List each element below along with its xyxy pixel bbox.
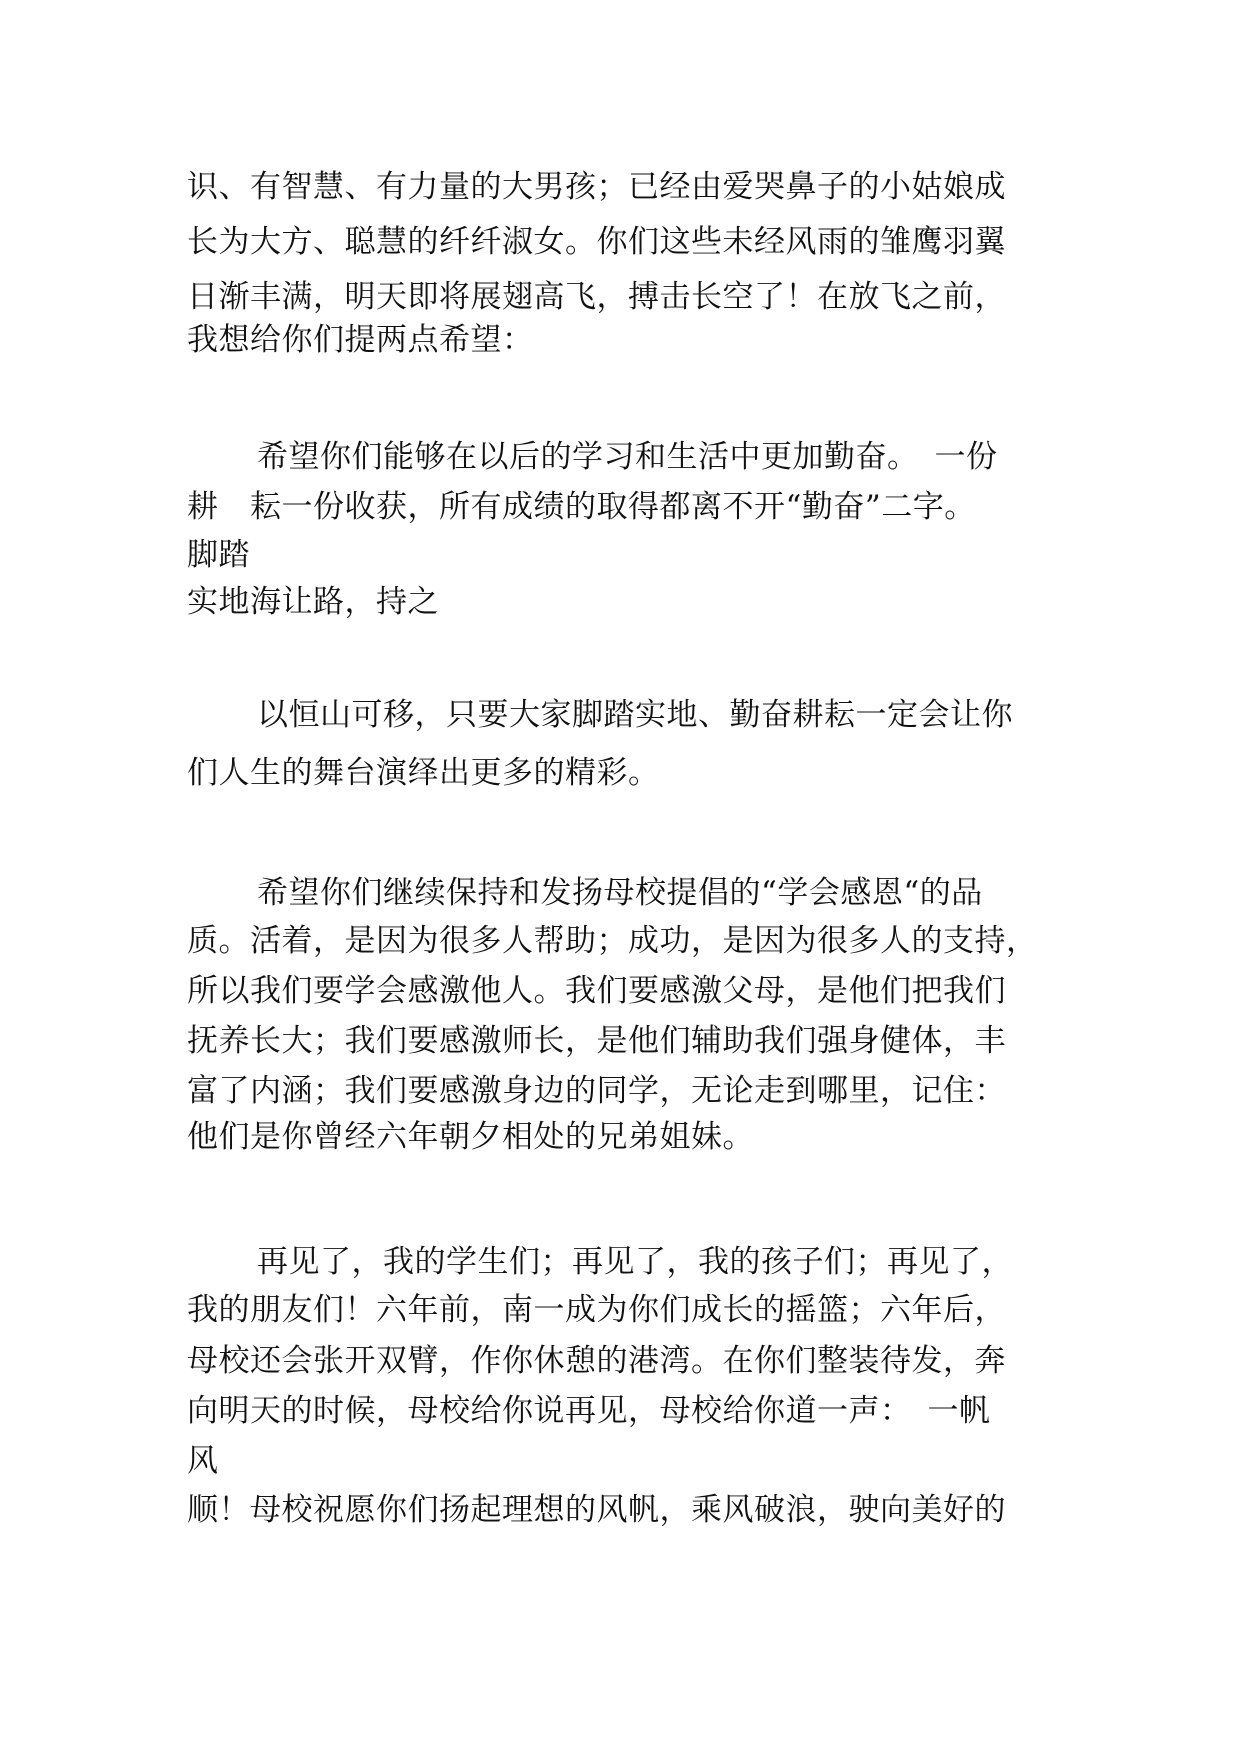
paragraph-5-line-1: 再见了，我的学生们；再见了，我的孩子们；再见了， xyxy=(257,1244,1013,1280)
paragraph-1-line-3: 日渐丰满，明天即将展翅高飞，搏击长空了！在放飞之前， xyxy=(187,279,1006,315)
paragraph-4-line-5: 富了内涵；我们要感激身边的同学，无论走到哪里，记住： xyxy=(187,1073,1006,1109)
paragraph-5-line-2: 我的朋友们！六年前，南一成为你们成长的摇篮；六年后， xyxy=(187,1292,1006,1328)
paragraph-4-line-3: 所以我们要学会感激他人。我们要感激父母，是他们把我们 xyxy=(187,973,1006,1009)
paragraph-2-line-3: 脚踏 xyxy=(187,537,250,573)
paragraph-1-line-4: 我想给你们提两点希望： xyxy=(187,322,534,358)
paragraph-4-line-4: 抚养长大；我们要感激师长，是他们辅助我们强身健体，丰 xyxy=(187,1023,1006,1059)
paragraph-2-line-1: 希望你们能够在以后的学习和生活中更加勤奋。 一份 xyxy=(257,439,998,475)
paragraph-5-line-6: 顺！母校祝愿你们扬起理想的风帆，乘风破浪，驶向美好的 xyxy=(187,1492,1006,1528)
paragraph-1-line-1: 识、有智慧、有力量的大男孩；已经由爱哭鼻子的小姑娘成 xyxy=(187,169,1006,205)
paragraph-3-line-1: 以恒山可移，只要大家脚踏实地、勤奋耕耘一定会让你 xyxy=(257,697,1013,733)
paragraph-2-line-4: 实地海让路，持之 xyxy=(187,584,439,620)
paragraph-4-line-1: 希望你们继续保持和发扬母校提倡的“学会感恩“的品 xyxy=(257,875,983,911)
paragraph-1-line-2: 长为大方、聪慧的纤纤淑女。你们这些未经风雨的雏鹰羽翼 xyxy=(187,224,1006,260)
paragraph-2-line-2: 耕 耘一份收获，所有成绩的取得都离不开“勤奋”二字。 xyxy=(187,489,976,525)
paragraph-5-line-5: 风 xyxy=(187,1443,219,1479)
paragraph-3-line-2: 们人生的舞台演绎出更多的精彩。 xyxy=(187,755,660,791)
paragraph-4-line-2: 质。活着，是因为很多人帮助；成功，是因为很多人的支持， xyxy=(187,923,1038,959)
paragraph-4-line-6: 他们是你曾经六年朝夕相处的兄弟姐妹。 xyxy=(187,1119,754,1155)
paragraph-5-line-3: 母校还会张开双臂，作你休憩的港湾。在你们整装待发，奔 xyxy=(187,1343,1006,1379)
paragraph-5-line-4: 向明天的时候，母校给你说再见，母校给你道一声： 一帆 xyxy=(187,1393,991,1429)
